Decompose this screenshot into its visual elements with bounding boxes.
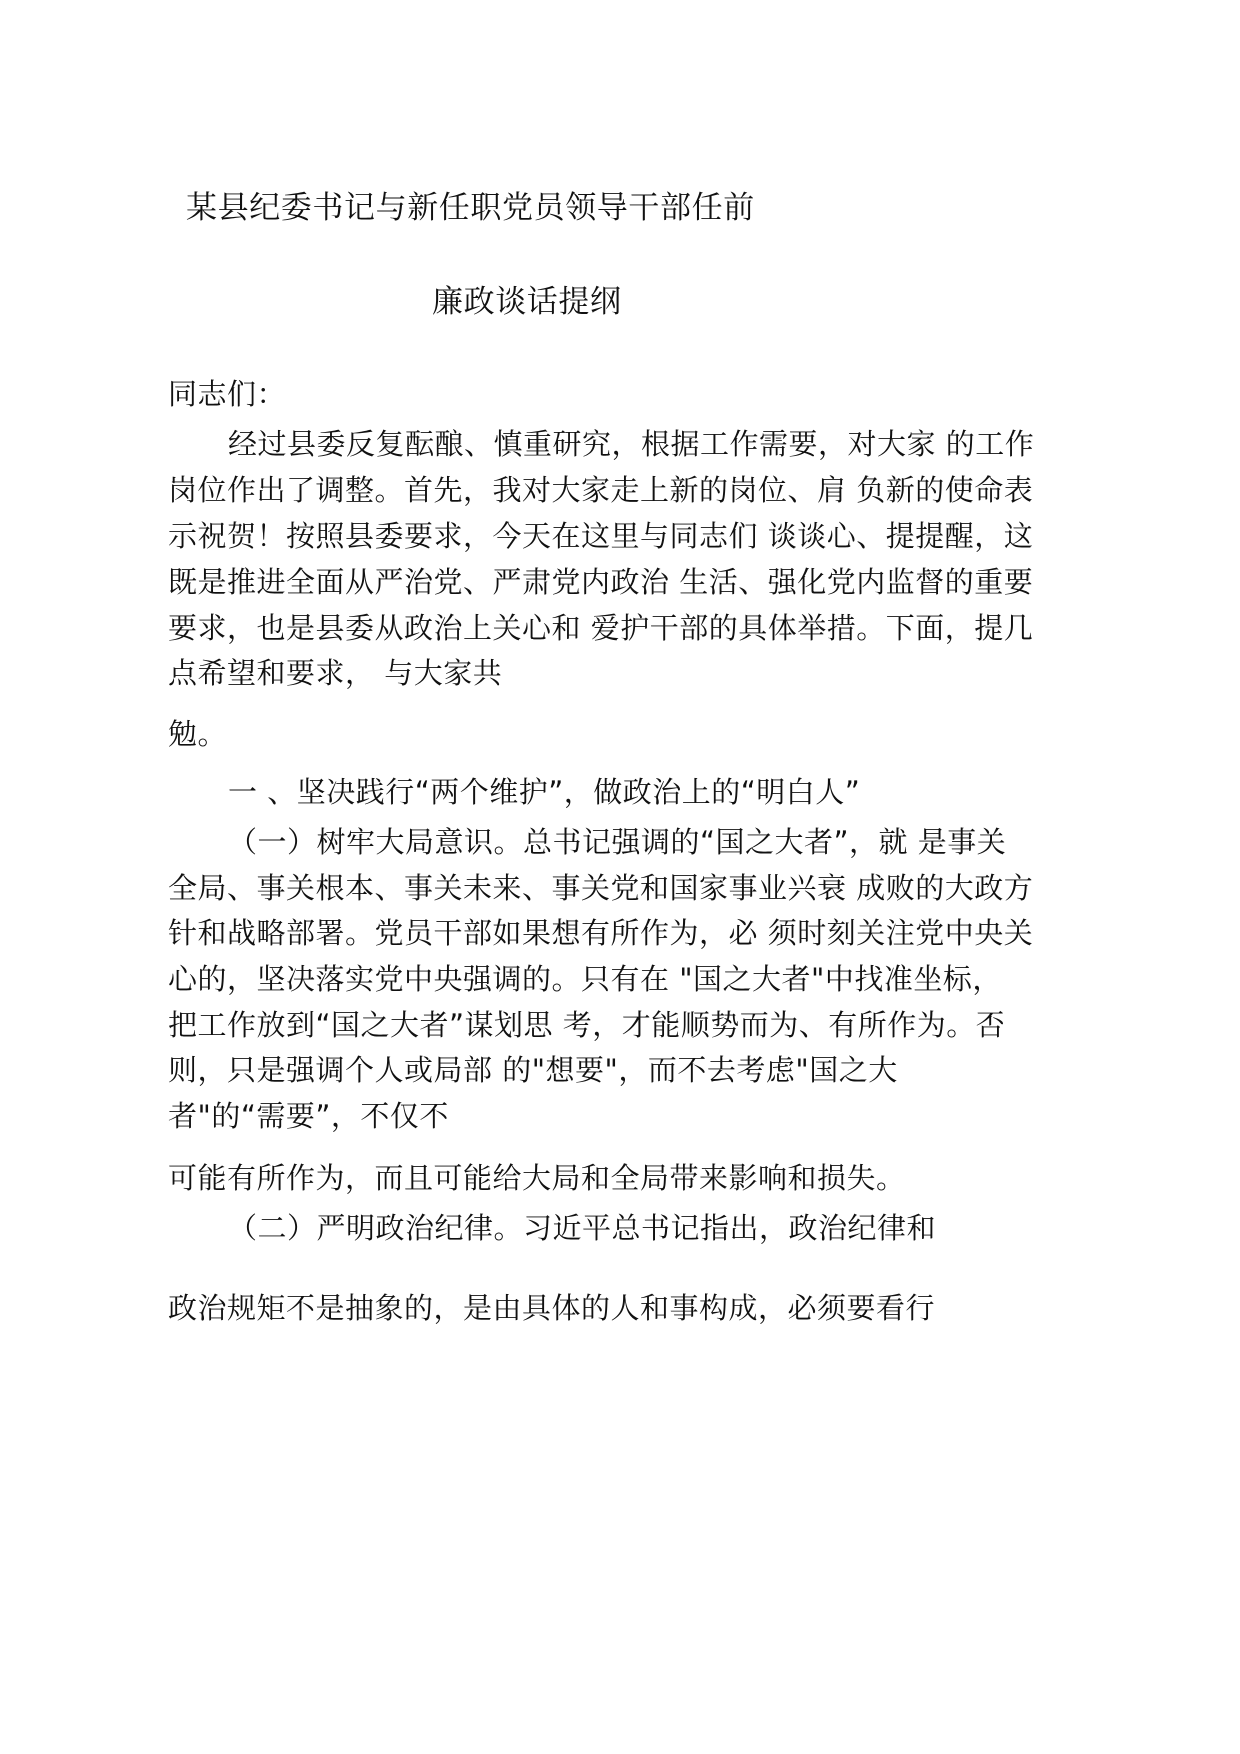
paragraph-2-line-8: 可能有所作为，而且可能给大局和全局带来影响和损失。 — [168, 1161, 906, 1195]
paragraph-1-line-1: 经过县委反复酝酿、慎重研究，根据工作需要，对大家 的工作 — [228, 427, 1035, 461]
paragraph-2-line-5: 把工作放到“国之大者”谋划思 考，才能顺势而为、有所作为。否 — [168, 1008, 1006, 1042]
paragraph-1-line-5: 要求，也是县委从政治上关心和 爱护干部的具体举措。下面，提几 — [168, 611, 1034, 645]
paragraph-2-line-1: （一）树牢大局意识。总书记强调的“国之大者”，就 是事关 — [228, 825, 1007, 859]
paragraph-1-line-4: 既是推进全面从严治党、严肃党内政治 生活、强化党内监督的重要 — [168, 565, 1034, 599]
paragraph-1-line-7: 勉。 — [168, 717, 228, 751]
paragraph-1-line-3: 示祝贺！按照县委要求，今天在这里与同志们 谈谈心、提提醒，这 — [168, 519, 1034, 553]
document-title-line-1: 某县纪委书记与新任职党员领导干部任前 — [186, 190, 755, 226]
paragraph-2-line-7: 者"的“需要”，不仅不 — [168, 1099, 449, 1133]
paragraph-2-line-3: 针和战略部署。党员干部如果想有所作为，必 须时刻关注党中央关 — [168, 916, 1034, 950]
paragraph-3-line-2: 政治规矩不是抽象的，是由具体的人和事构成，必须要看行 — [168, 1291, 936, 1325]
document-title-line-2: 廉政谈话提纲 — [432, 284, 622, 320]
paragraph-2-line-4: 心的，坚决落实党中央强调的。只有在 "国之大者"中找准坐标， — [168, 962, 1002, 996]
paragraph-1-line-2: 岗位作出了调整。首先，我对大家走上新的岗位、肩 负新的使命表 — [168, 473, 1034, 507]
section-heading-1: 一 、坚决践行“两个维护”，做政治上的“明白人” — [228, 775, 861, 809]
paragraph-2-line-2: 全局、事关根本、事关未来、事关党和国家事业兴衰 成败的大政方 — [168, 871, 1034, 905]
paragraph-3-line-1: （二）严明政治纪律。习近平总书记指出，政治纪律和 — [228, 1211, 937, 1245]
salutation: 同志们： — [168, 377, 287, 411]
paragraph-1-line-6: 点希望和要求， 与大家共 — [168, 656, 503, 690]
paragraph-2-line-6: 则，只是强调个人或局部 的"想要"，而不去考虑"国之大 — [168, 1053, 898, 1087]
